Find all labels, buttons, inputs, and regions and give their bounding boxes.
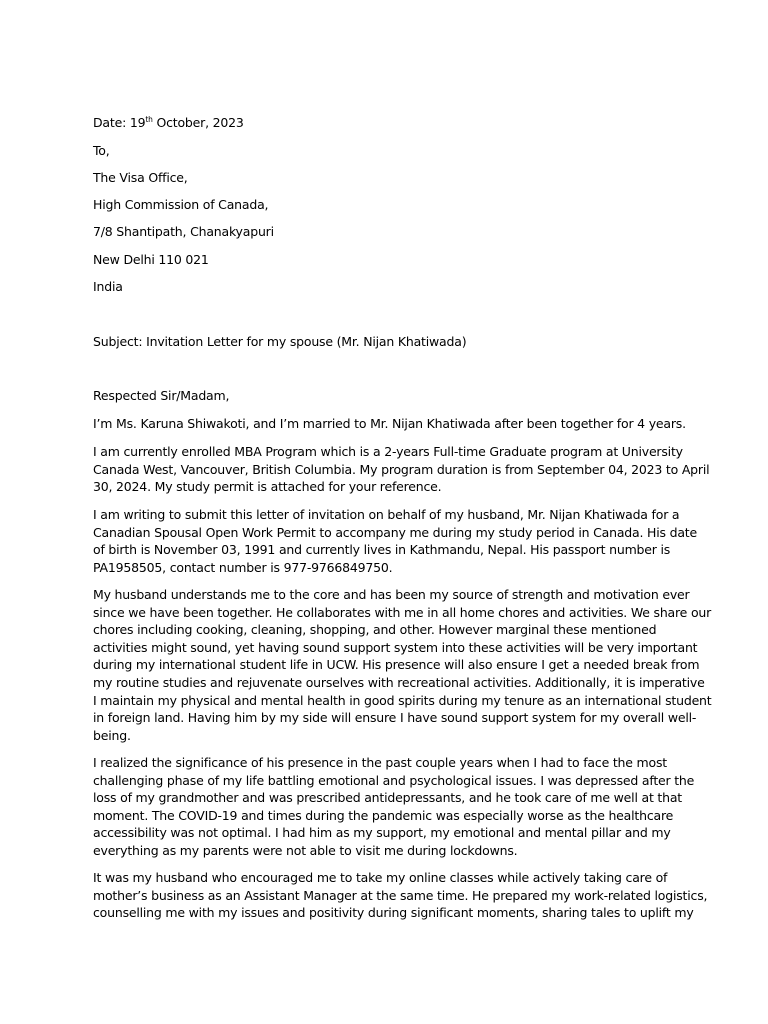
letter-salutation: Respected Sir/Madam, [93,388,230,403]
letter-to: To, [93,143,110,158]
address-line: India [93,279,123,294]
paragraph-line: since we have been together. He collaborates with me in all home chores and activities. We share our [93,604,712,620]
paragraph-line: challenging phase of my life battling emotional and psychological issues. I was depressed after the [93,772,695,788]
paragraph-line: I’m Ms. Karuna Shiwakoti, and I’m married to Mr. Nijan Khatiwada after been together for 4 years. [93,416,686,431]
paragraph-3 [93,506,697,576]
paragraph-line: activities might sound, yet having sound support system into these activities will be very important [93,639,698,655]
date-suffix: October, 2023 [152,115,244,130]
paragraph-line: loss of my grandmother and was prescribed antidepressants, and he took care of me well at that [93,790,683,806]
address-line: 7/8 Shantipath, Chanakyapuri [93,224,274,239]
paragraph-line: everything as my parents were not able to visit me during lockdowns. [93,842,518,858]
paragraph-4 [93,586,712,744]
paragraph-line: mother’s business as an Assistant Manager at the same time. He prepared my work-related logistics, [93,887,708,903]
paragraph-line: accessibility was not optimal. I had him as my support, my emotional and mental pillar and my [93,825,671,841]
address-line: The Visa Office, [93,170,188,185]
paragraph-line: counselling me with my issues and positivity during significant moments, sharing tales to uplift my [93,905,694,921]
paragraph-line: I am writing to submit this letter of invitation on behalf of my husband, Mr. Nijan Khatiwada for a [93,507,680,522]
date-superscript: th [145,115,153,124]
paragraph-line: It was my husband who encouraged me to take my online classes while actively taking care of [93,870,668,885]
paragraph-5 [93,754,695,860]
address-line: High Commission of Canada, [93,197,269,212]
paragraph-1 [93,415,686,433]
paragraph-line: moment. The COVID-19 and times during the pandemic was especially worse as the healthcare [93,807,674,823]
paragraph-6 [93,869,708,922]
letter-date [93,114,683,132]
paragraph-line: I maintain my physical and mental health in good spirits during my tenure as an international student [93,692,712,708]
paragraph-line: I am currently enrolled MBA Program which is a 2-years Full-time Graduate program at University [93,444,683,459]
paragraph-line: of birth is November 03, 1991 and currently lives in Kathmandu, Nepal. His passport number is [93,542,671,558]
paragraph-line: being. [93,727,131,743]
paragraph-line: my routine studies and rejuvenate ourselves with recreational activities. Additionally, it is imperative [93,674,705,690]
paragraph-line: chores including cooking, cleaning, shopping, and other. However marginal these mentioned [93,622,657,638]
paragraph-line: My husband understands me to the core and has been my source of strength and motivation ever [93,587,690,602]
paragraph-line: 30, 2024. My study permit is attached for your reference. [93,479,442,495]
paragraph-line: PA1958505, contact number is 977-9766849750. [93,559,393,575]
paragraph-line: during my international student life in UCW. His presence will also ensure I get a needed break from [93,657,700,673]
paragraph-line: in foreign land. Having him by my side will ensure I have sound support system for my overall well- [93,710,697,726]
letter-subject: Subject: Invitation Letter for my spouse (Mr. Nijan Khatiwada) [93,334,467,349]
paragraph-2 [93,443,710,496]
address-line: New Delhi 110 021 [93,252,209,267]
paragraph-line: Canadian Spousal Open Work Permit to accompany me during my study period in Canada. His date [93,524,697,540]
paragraph-line: I realized the significance of his presence in the past couple years when I had to face the most [93,755,667,770]
paragraph-line: Canada West, Vancouver, British Columbia. My program duration is from September 04, 2023 to April [93,461,710,477]
date-prefix: Date: 19 [93,115,146,130]
